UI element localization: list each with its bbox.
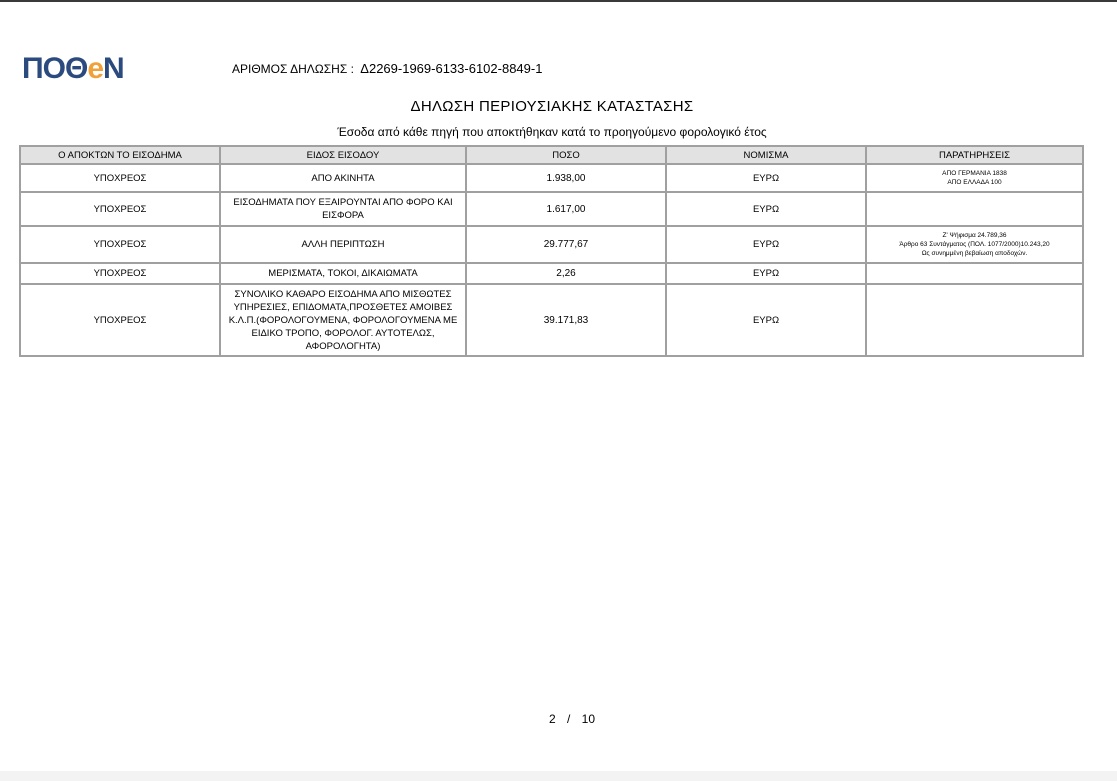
notes-cell (866, 164, 1083, 192)
column-header-income-type: ΕΙΔΟΣ ΕΙΣΟΔΟΥ (220, 146, 466, 164)
amount-cell: 2,26 (466, 263, 666, 284)
table-row (20, 284, 1083, 356)
currency-cell: ΕΥΡΩ (666, 226, 866, 263)
total-pages-number: 10 (581, 712, 596, 726)
column-header-currency: ΝΟΜΙΣΜΑ (666, 146, 866, 164)
owner-cell: ΥΠΟΧΡΕΟΣ (20, 284, 220, 356)
note-line: Άρθρο 63 Συντάγματος (ΠΟΛ. 1077/2000)10.243,20 (899, 241, 1050, 248)
owner-cell: ΥΠΟΧΡΕΟΣ (20, 192, 220, 226)
currency-cell: ΕΥΡΩ (666, 164, 866, 192)
viewer-bottom-band (0, 771, 1117, 781)
notes-cell (866, 192, 1083, 226)
income-type-cell: ΜΕΡΙΣΜΑΤΑ, ΤΟΚΟΙ, ΔΙΚΑΙΩΜΑΤΑ (220, 263, 466, 284)
note-line: Ζ' Ψήφισμα 24.789,36 (942, 232, 1007, 239)
income-type-cell: ΣΥΝΟΛΙΚΟ ΚΑΘΑΡΟ ΕΙΣΟΔΗΜΑ ΑΠΟ ΜΙΣΘΩΤΕΣ ΥΠΗΡΕΣΙΕΣ, ΕΠΙΔΟΜΑΤΑ,ΠΡΟΣΘΕΤΕΣ ΑΜΟΙΒΕΣ Κ.Λ.Π.(ΦΟΡΟΛΟΓΟΥΜΕΝΑ, ΦΟΡΟΛΟΓΟΥΜΕΝΑ ΜΕ ΕΙΔΙΚΟ ΤΡΟΠΟ, ΦΟΡΟΛΟΓ. ΑΥΤΟΤΕΛΩΣ, ΑΦΟΡΟΛΟΓΗΤΑ) (220, 284, 466, 356)
note-line: ΑΠΟ ΕΛΛΑΔΑ 100 (947, 179, 1002, 186)
income-type-cell: ΑΛΛΗ ΠΕΡΙΠΤΩΣΗ (220, 226, 466, 263)
declaration-number-label: ΑΡΙΘΜΟΣ ΔΗΛΩΣΗΣ : (232, 62, 354, 76)
document-title: ΔΗΛΩΣΗ ΠΕΡΙΟΥΣΙΑΚΗΣ ΚΑΤΑΣΤΑΣΗΣ (410, 98, 694, 115)
amount-cell: 29.777,67 (466, 226, 666, 263)
income-type-cell: ΕΙΣΟΔΗΜΑΤΑ ΠΟΥ ΕΞΑΙΡΟΥΝΤΑΙ ΑΠΟ ΦΟΡΟ ΚΑΙ ΕΙΣΦΟΡΑ (220, 192, 466, 226)
current-page-number: 2 (548, 712, 556, 726)
page-separator: / (566, 712, 571, 726)
column-header-owner: Ο ΑΠΟΚΤΩΝ ΤΟ ΕΙΣΟΔΗΜΑ (20, 146, 220, 164)
declaration-number-value: Δ2269-1969-6133-6102-8849-1 (360, 61, 543, 76)
table-header-row (20, 146, 1083, 164)
page-indicator (0, 712, 1117, 726)
currency-cell: ΕΥΡΩ (666, 192, 866, 226)
owner-cell: ΥΠΟΧΡΕΟΣ (20, 226, 220, 263)
note-line: ΑΠΟ ΓΕΡΜΑΝΙΑ 1838 (942, 170, 1007, 177)
income-table (19, 145, 1084, 357)
notes-cell (866, 284, 1083, 356)
income-type-cell: ΑΠΟ ΑΚΙΝΗΤΑ (220, 164, 466, 192)
table-row (20, 226, 1083, 263)
declaration-number-line (232, 61, 542, 76)
owner-cell: ΥΠΟΧΡΕΟΣ (20, 164, 220, 192)
amount-cell: 39.171,83 (466, 284, 666, 356)
amount-cell: 1.617,00 (466, 192, 666, 226)
owner-cell: ΥΠΟΧΡΕΟΣ (20, 263, 220, 284)
table-row (20, 164, 1083, 192)
document-subtitle: Έσοδα από κάθε πηγή που αποκτήθηκαν κατά το προηγούμενο φορολογικό έτος (337, 125, 767, 139)
amount-cell: 1.938,00 (466, 164, 666, 192)
table-row (20, 263, 1083, 284)
table-row (20, 192, 1083, 226)
notes-cell (866, 263, 1083, 284)
currency-cell: ΕΥΡΩ (666, 263, 866, 284)
notes-cell (866, 226, 1083, 263)
note-line: Ως συνημμένη βεβαίωση αποδοχών. (921, 250, 1028, 257)
poten-logo: ΠΟΘeΝ (22, 52, 124, 85)
currency-cell: ΕΥΡΩ (666, 284, 866, 356)
column-header-notes: ΠΑΡΑΤΗΡΗΣΕΙΣ (866, 146, 1083, 164)
column-header-amount: ΠΟΣΟ (466, 146, 666, 164)
